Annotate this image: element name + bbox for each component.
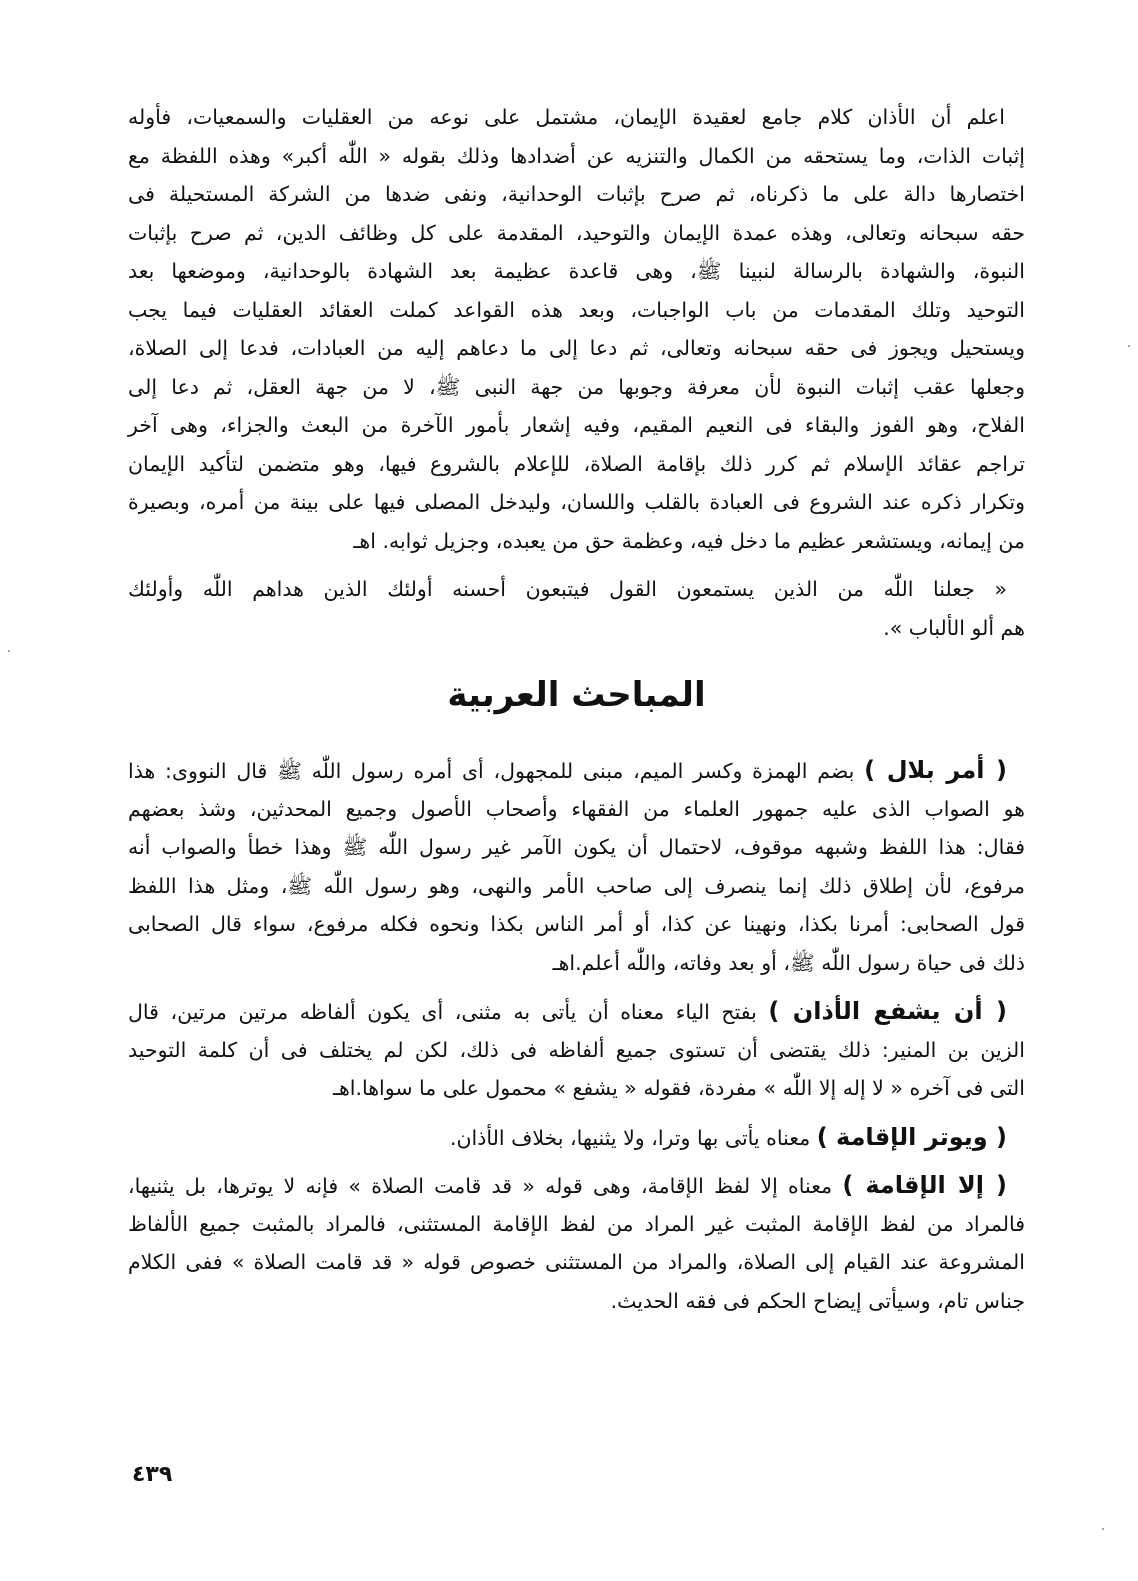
page-number: ٤٣٩ — [132, 1462, 173, 1487]
text-line: اختصارها دالة على ما ذكرناه، ثم صرح بإثبات الوحدانية، ونفى ضدها من الشركة المستحيلة فى — [128, 182, 1025, 206]
spacer — [128, 982, 1025, 992]
entry-yutir-al-iqama — [128, 1118, 1025, 1157]
entry-term: ( أمر بلال ) — [864, 756, 1008, 784]
text-line: قول الصحابى: أمرنا بكذا، ونهينا عن كذا، أو أمر الناس بكذا ونحوه فكله مرفوع، سواء قال الصحابى — [128, 912, 1025, 936]
text-line: مرفوع، لأن إطلاق ذلك إنما ينصرف إلى صاحب الأمر والنهى، وهو رسول اللّٰه ﷺ، ومثل هذا اللفظ — [128, 873, 1025, 898]
text-line — [128, 1118, 1025, 1157]
text-line: الفلاح، وهو الفوز والبقاء فى النعيم المقيم، وفيه إشعار بأمور الآخرة من البعث والجزاء، وهى آخر — [128, 413, 1025, 437]
text-line: فقال: هذا اللفظ وشبهه موقوف، لاحتمال أن يكون الآمر غير رسول اللّٰه ﷺ وهذا خطأ والصواب أنه — [128, 835, 1025, 859]
text-line: التوحيد وتلك المقدمات من باب الواجبات، وبعد هذه القواعد كملت العقائد العقليات فيما يجب — [128, 297, 1025, 322]
section-heading: المباحث العربية — [447, 675, 706, 715]
entry-illa-al-iqama — [128, 1166, 1025, 1320]
text-line: المشروعة عند القيام إلى الصلاة، والمراد من المستثنى خصوص قوله « قد قامت الصلاة » ففى الكلام — [128, 1250, 1025, 1274]
scan-speck — [8, 650, 10, 652]
entry-term: ( ويوتر الإقامة ) — [816, 1122, 1007, 1151]
text-line: اعلم أن الأذان كلام جامع لعقيدة الإيمان، مشتمل على نوعه من العقليات والسمعيات، فأوله — [128, 105, 1005, 129]
text-line: فالمراد من لفظ الإقامة المثبت غير المراد من لفظ الإقامة المستثنى، فالمراد بالمثبت جميع الألفاظ — [128, 1211, 1025, 1236]
scan-speck — [1128, 345, 1130, 347]
text-line: من إيمانه، ويستشعر عظيم ما دخل فيه، وعظمة حق من يعبده، وجزيل ثوابه. اهـ — [353, 528, 1025, 553]
text-line: هم ألو الألباب ». — [883, 615, 1025, 640]
text-line: هو الصواب الذى عليه جمهور العلماء من الفقهاء وأصحاب الأصول وجميع المحدثين، وشذ بعضهم — [128, 796, 1025, 821]
text-line: إثبات الذات، وما يستحقه من الكمال والتنزيه عن أضدادها وذلك بقوله « اللّٰه أكبر» وهذه اللفظة مع — [128, 143, 1025, 168]
book-page — [128, 98, 1025, 1320]
text-line — [128, 1166, 1025, 1205]
entry-text: بفتح الياء معناه أن يأتى به مثنى، أى يكون ألفاظه مرتين مرتين، قال — [128, 1000, 769, 1024]
text-line: جناس تام، وسيأتى إيضاح الحكم فى فقه الحديث. — [610, 1288, 1025, 1313]
entry-term: ( إلا الإقامة ) — [842, 1171, 1007, 1199]
entry-term: ( أن يشفع الأذان ) — [768, 997, 1008, 1025]
spacer — [128, 1108, 1025, 1118]
text-line — [128, 992, 1025, 1031]
scan-speck — [1102, 1528, 1104, 1530]
text-line: التى فى آخره « لا إله إلا اللّٰه » مفردة، فقوله « يشفع » محمول على ما سواها.اهـ — [332, 1076, 1025, 1100]
intro-paragraph — [128, 98, 1025, 560]
text-line: ويستحيل ويجوز فى حقه سبحانه وتعالى، ثم دعا إلى ما دعاهم إليه من العبادات، فدعا إلى الصلاة، — [128, 336, 1025, 360]
text-line — [128, 751, 1025, 790]
spacer — [128, 1156, 1025, 1166]
text-line: حقه سبحانه وتعالى، وهذه عمدة الإيمان والتوحيد، المقدمة على كل وظائف الدين، ثم صرح بإثبات — [128, 220, 1025, 245]
text-line: النبوة، والشهادة بالرسالة لنبينا ﷺ، وهى قاعدة عظيمة بعد الشهادة بالوحدانية، وموضعها بعد — [128, 259, 1025, 283]
entry-text: معناه إلا لفظ الإقامة، وهى قوله « قد قامت الصلاة » فإنه لا يوترها، بل يثنيها، — [128, 1174, 843, 1198]
entry-text: بضم الهمزة وكسر الميم، مبنى للمجهول، أى أمره رسول اللّٰه ﷺ قال النووى: هذا — [128, 759, 865, 783]
dua-paragraph — [128, 570, 1025, 647]
entry-amr-bilal — [128, 751, 1025, 982]
text-line: ذلك فى حياة رسول اللّٰه ﷺ، أو بعد وفاته، واللّٰه أعلم.اهـ — [552, 950, 1025, 975]
text-line: « جعلنا اللّٰه من الذين يستمعون القول فيتبعون أحسنه أولئك الذين هداهم اللّٰه وأولئك — [128, 577, 1007, 601]
text-line: الزين بن المنير: ذلك يقتضى أن تستوى جميع ألفاظه فى ذلك، لكن لم يختلف فى أن كلمة التوحيد — [128, 1037, 1025, 1062]
text-line: تراجم عقائد الإسلام ثم كرر ذلك بإقامة الصلاة، للإعلام بالشروع فيها، وهو متضمن لتأكيد الإيمان — [128, 451, 1025, 476]
entry-yashfa-al-adhan — [128, 992, 1025, 1108]
text-line: وتكرار ذكره عند الشروع فى العبادة بالقلب واللسان، وليدخل المصلى فيها على بينة من أمره، وبصيرة — [128, 490, 1025, 514]
entry-text: معناه يأتى بها وترا، ولا يثنيها، بخلاف الأذان. — [449, 1125, 817, 1150]
text-line: وجعلها عقب إثبات النبوة لأن معرفة وجوبها من جهة النبى ﷺ، لا من جهة العقل، ثم دعا إلى — [128, 374, 1025, 399]
